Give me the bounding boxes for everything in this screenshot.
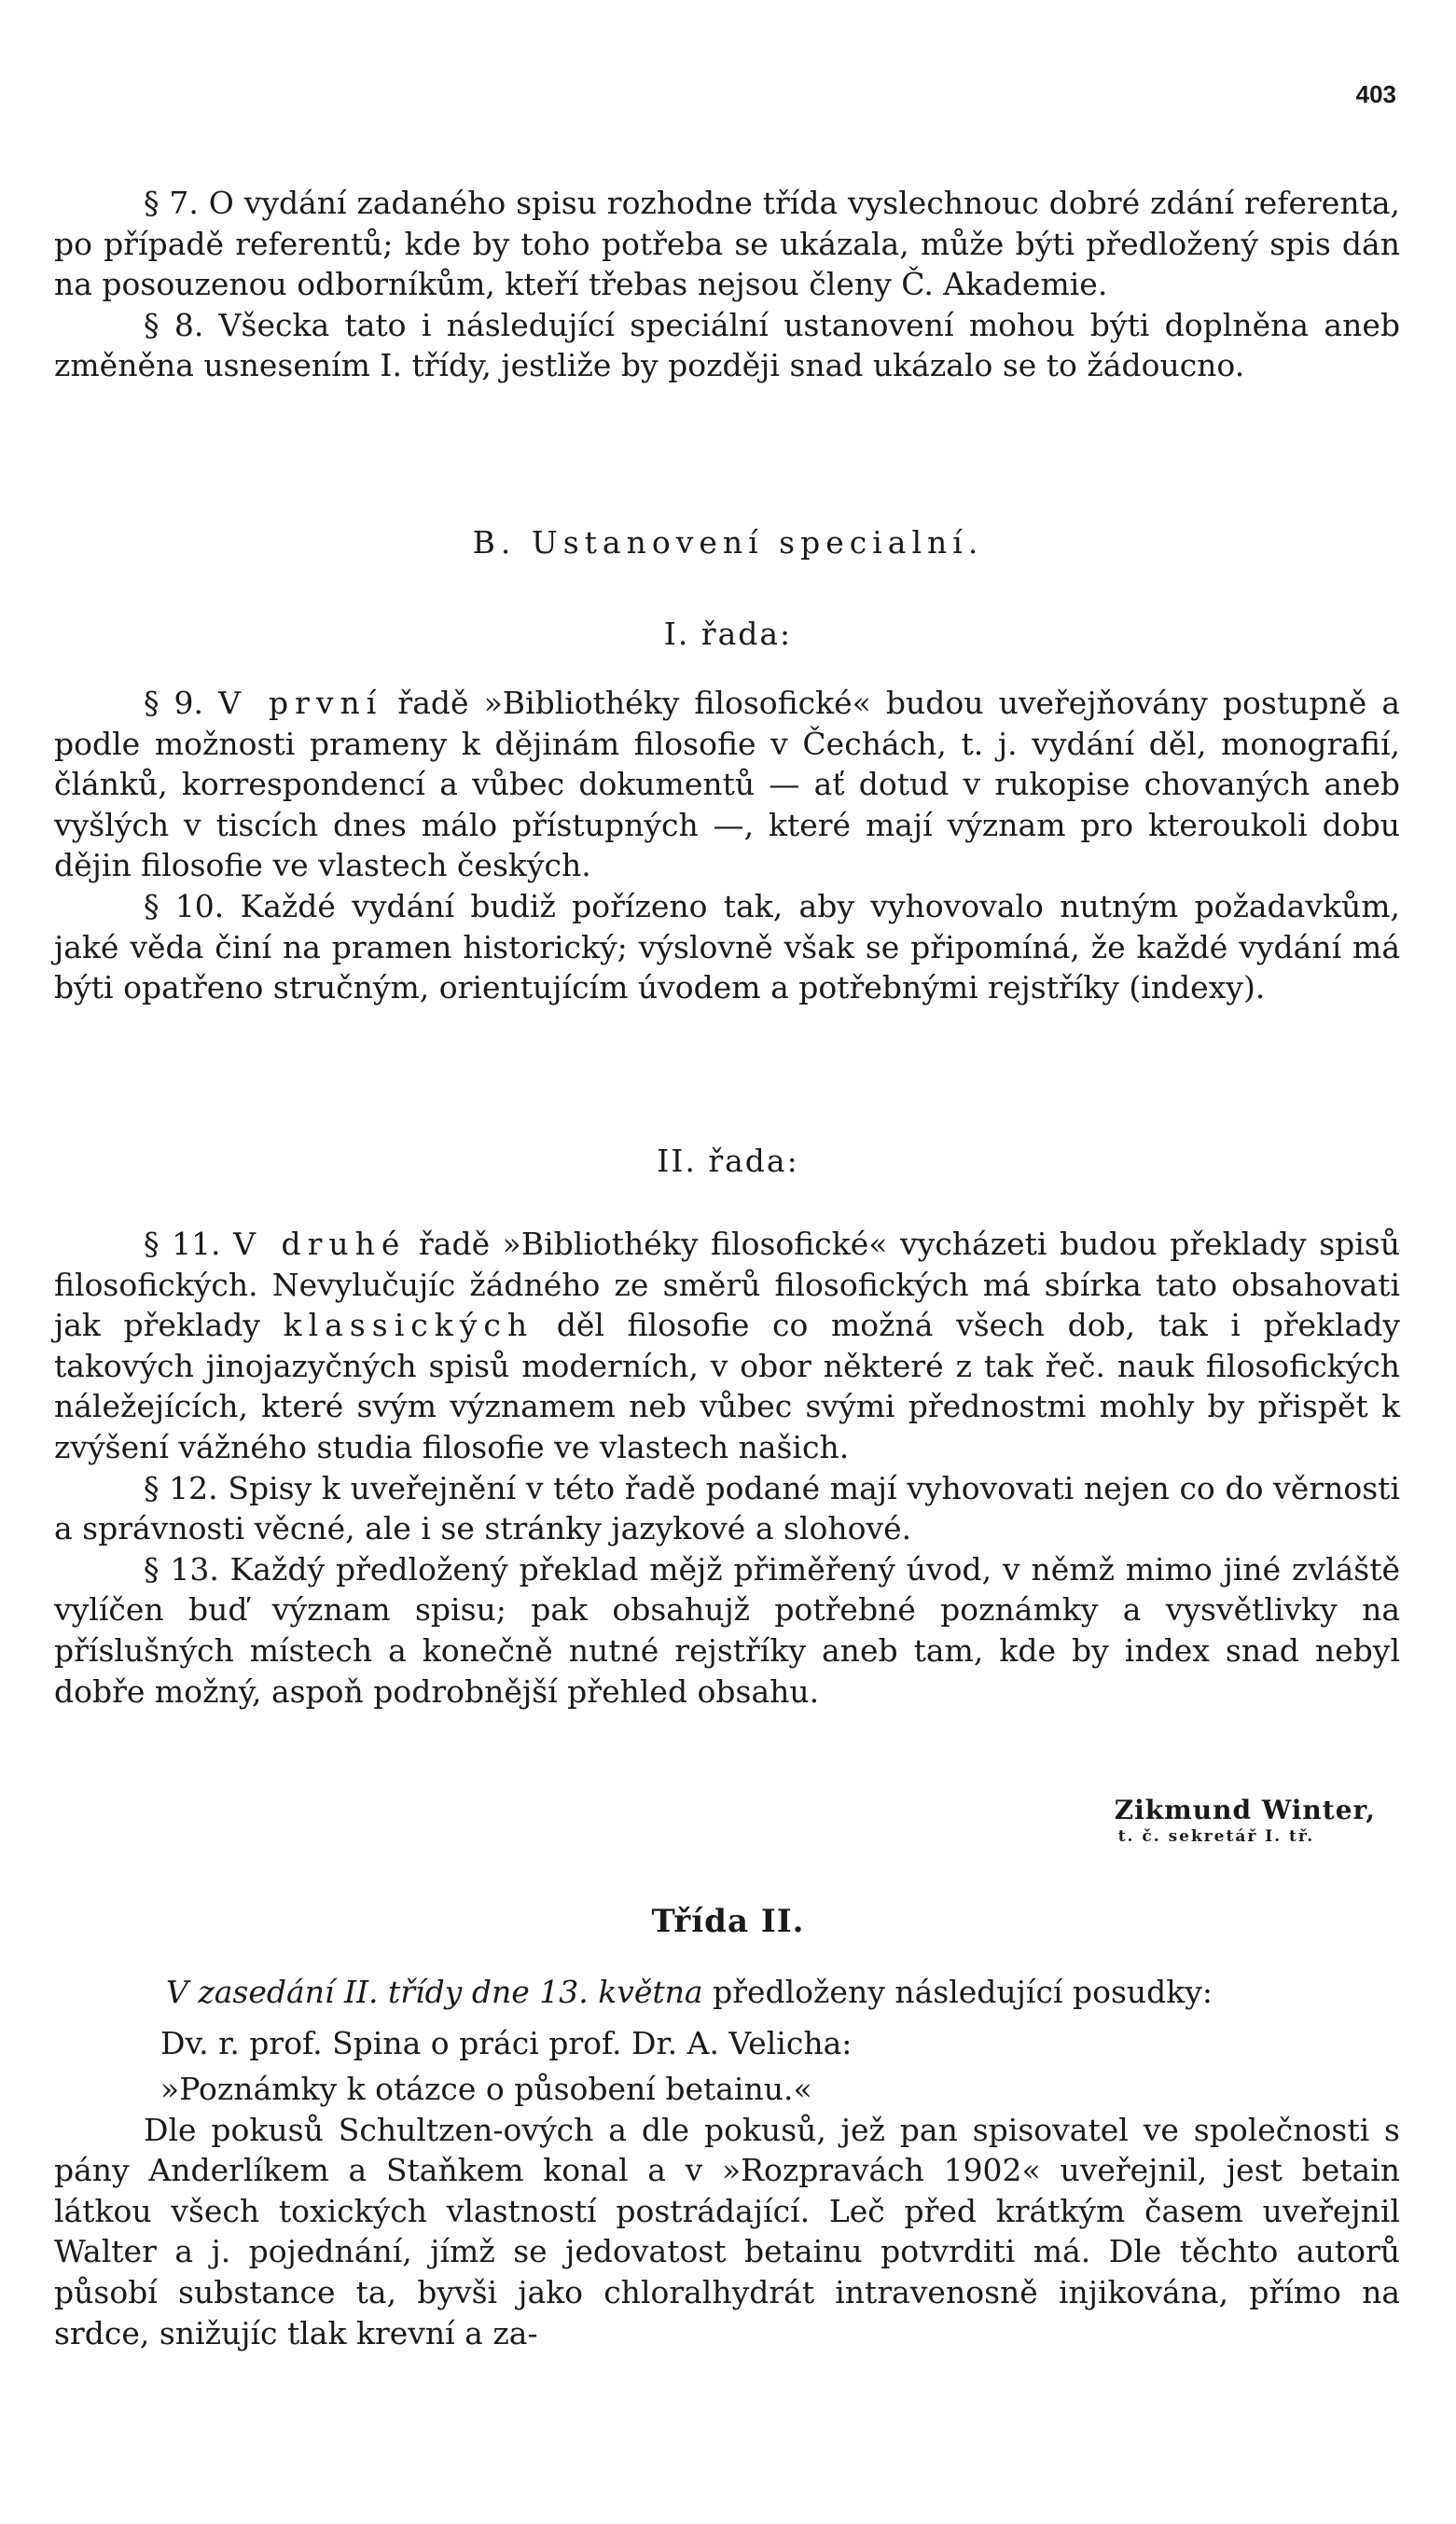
session-line	[54, 1966, 1400, 2018]
paragraph-11-emphasis-classic: klassických	[283, 1307, 534, 1344]
session-italic: V zasedání II. třídy dne 13. května	[166, 1974, 703, 2010]
review-body: Dle pokusů Schultzen-ových a dle pokusů, jež pan spisovatel ve společnosti s pány Anderlíkem a Staňkem konal a v »Rozpravách 1902« uveřejnil, jest betain látkou všech toxických vlastností postrádající. Leč před krátkým časem uveřejnil Walter a j. pojednání, jímž se jedovatost betainu potvrditi má. Dle těchto autorů působí substance ta, byvši jako chloralhydrát intravenosně injikována, přímo na srdce, snižujíc tlak krevní a za-	[54, 2111, 1400, 2351]
paragraph-11-emphasis: V druhé	[233, 1226, 407, 1262]
class-heading: Třída II.	[651, 1903, 805, 1940]
page-number: 403	[1355, 80, 1396, 108]
text-block-section-9-10	[54, 683, 1400, 1008]
review-line: Dv. r. prof. Spina o práci prof. Dr. A. Velicha:	[160, 2025, 853, 2061]
session-text: předloženy následující posudky:	[702, 1974, 1213, 2010]
paragraph-10: § 10. Každé vydání budiž pořízeno tak, aby vyhovovalo nutným požadavkům, jaké věda činí na pramen historický; výslovně však se připomíná, že každé vydání má býti opatřeno stručným, orientujícím úvodem a potřebnými rejstříky (indexy).	[54, 887, 1400, 1006]
heading-row-1: I. řada:	[663, 616, 793, 652]
paragraph-9-prefix: § 9.	[144, 685, 219, 721]
heading-special-provisions: B. Ustanovení specialní.	[472, 524, 984, 561]
signature-title: t. č. sekretář I. tř.	[1117, 1827, 1315, 1846]
work-title: »Poznámky k otázce o působení betainu.«	[160, 2071, 812, 2107]
paragraph-11	[54, 1224, 1400, 1468]
paragraph-7: § 7. O vydání zadaného spisu rozhodne třída vyslechnouc dobré zdání referenta, po případě referentů; kde by toho potřeba se ukázala, může býti předložený spis dán na posouzenou odborníkům, kteří třebas nejsou členy Č. Akademie.	[54, 185, 1400, 303]
text-block-section-11-13	[54, 1224, 1400, 1712]
paragraph-12: § 12. Spisy k uveřejnění v této řadě podané mají vyhovovati nejen co do věrnosti a správnosti věcné, ale i se stránky jazykové a slohové.	[54, 1469, 1400, 1547]
paragraph-11-text: řadě »Bibliothéky filosofické« vycházeti budou překlady spisů filosofických. Nevylučujíc žádného ze směrů filosofických má sbírka tato obsahovati jak překlady	[54, 1226, 1400, 1344]
paragraph-9-emphasis: V první	[218, 685, 383, 721]
signature-name: Zikmund Winter,	[1114, 1795, 1376, 1825]
paragraph-11-text-end: děl filosofie co možná všech dob, tak i překlady takových jinojazyčných spisů moderních, v obor některé z tak řeč. nauk filosofických náležejících, které svým významem neb vůbec svými přednostmi mohly by přispět k zvýšení vážného studia filosofie ve vlastech našich.	[54, 1307, 1400, 1465]
text-block-section-7-8	[54, 183, 1400, 386]
paragraph-9-text: řadě »Bibliothéky filosofické« budou uveřejňovány postupně a podle možnosti prameny k dějinám filosofie v Čechách, t. j. vydání děl, monografií, článků, korrespondencí a vůbec dokumentů — ať dotud v rukopise chovaných aneb vyšlých v tiscích dnes málo přístupných —, které mají význam pro kteroukoli dobu dějin filosofie ve vlastech českých.	[54, 685, 1401, 884]
paragraph-13: § 13. Každý předložený překlad mějž přiměřený úvod, v němž mimo jiné zvláště vylíčen buď význam spisu; pak obsahujž potřebné poznámky a vysvětlivky na příslušných místech a konečně nutné rejstříky aneb tam, kde by index snad nebyl dobře možný, aspoň podrobnější přehled obsahu.	[54, 1550, 1400, 1710]
paragraph-8: § 8. Všecka tato i následující speciální ustanovení mohou býti doplněna aneb změněna usnesením I. třídy, jestliže by později snad ukázalo se to žádoucno.	[54, 306, 1400, 384]
text-block-class-2	[54, 1966, 1400, 2353]
paragraph-9	[54, 683, 1400, 886]
paragraph-11-prefix: § 11.	[144, 1226, 234, 1262]
heading-row-2: II. řada:	[657, 1143, 799, 1179]
signature	[1115, 1795, 1376, 1846]
